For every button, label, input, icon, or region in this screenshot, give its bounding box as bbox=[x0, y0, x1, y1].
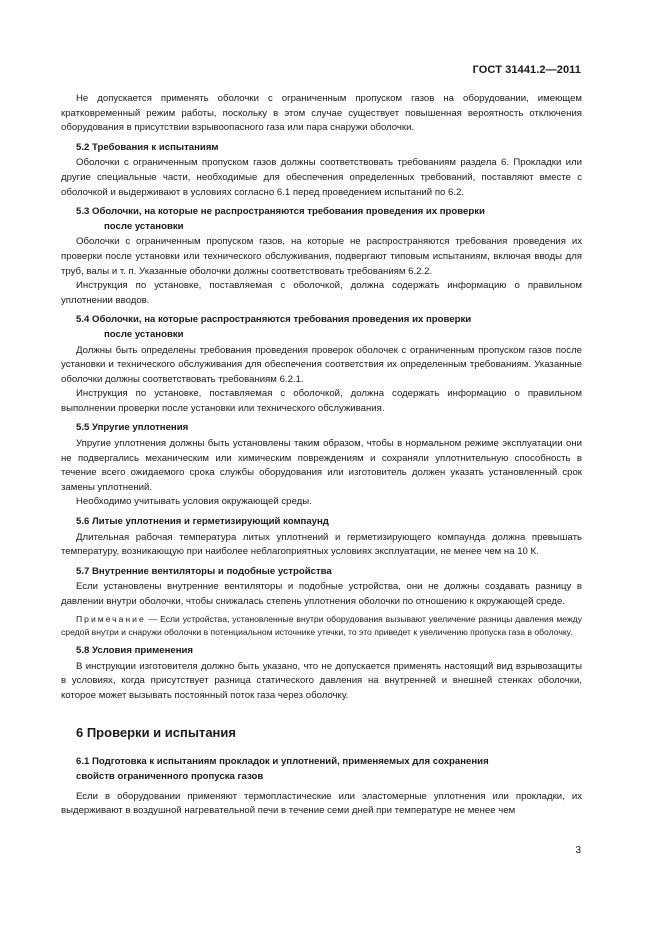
section-6-1-heading-line1: 6.1 Подготовка к испытаниям прокладок и уплотнений, применяемых для сохранения bbox=[76, 756, 489, 768]
section-5-5-heading: 5.5 Упругие уплотнения bbox=[76, 422, 189, 434]
section-6-1-paragraph: Если в оборудовании применяют термопластические или эластомерные уплотнения или прокладки, их выдерживают в воздушной нагревательной печи в течение семи дней при температуре не менее чем bbox=[61, 790, 582, 817]
section-5-6-paragraph: Длительная рабочая температура литых уплотнений и герметизирующего компаунда должна превышать температуру, возникающую при наиболее неблагоприятных условиях эксплуатации, не менее чем на 10 К. bbox=[61, 531, 582, 558]
section-6-1-heading-line2: свойств ограниченного пропуска газов bbox=[76, 770, 264, 782]
section-5-4-heading-line2: после установки bbox=[104, 328, 184, 340]
section-5-4-heading bbox=[76, 313, 582, 342]
section-5-7-heading: 5.7 Внутренние вентиляторы и подобные устройства bbox=[76, 565, 332, 577]
section-6-1-heading bbox=[76, 755, 582, 784]
section-5-3-heading bbox=[76, 205, 582, 234]
section-5-3-paragraph-2: Инструкция по установке, поставляемая с оболочкой, должна содержать информацию о правильном уплотнении вводов. bbox=[61, 280, 582, 306]
note-label: Примечание bbox=[76, 613, 146, 624]
section-5-8-paragraph: В инструкции изготовителя должно быть указано, что не допускается применять настоящий вид взрывозащиты в условиях, когда присутствует разница статического давления на внутренней и внешней стенках оболочки, которое может вызывать постоянный поток газа через оболочку. bbox=[61, 660, 582, 701]
section-5-3-heading-line2: после установки bbox=[104, 220, 184, 232]
section-5-6-heading: 5.6 Литые уплотнения и герметизирующий компаунд bbox=[76, 516, 329, 528]
section-5-2-heading: 5.2 Требования к испытаниям bbox=[76, 141, 219, 153]
section-5-4-heading-line1: 5.4 Оболочки, на которые распространяются требования проведения их проверки bbox=[76, 314, 472, 326]
intro-paragraph: Не допускается применять оболочки с ограниченным пропуском газов на оборудовании, имеющем кратковременный режим работы, поскольку в этом случае существует повышенная вероятность отключения оборудования в присутствии взрывоопасного газа или пара снаружи оболочки. bbox=[61, 93, 582, 134]
section-5-7-paragraph: Если установлены внутренние вентиляторы и подобные устройства, они не должны создавать разницу в давлении внутри оболочки, чтобы снижалась степень уплотнения оболочки по отношению к окружающей среде. bbox=[61, 581, 582, 607]
section-5-7-note bbox=[61, 613, 582, 639]
section-5-4-paragraph-1: Должны быть определены требования проведения проверок оболочек с ограниченным пропуском газов после установки и технического обслуживания для обеспечения соответствия их определенным требованиям. Указанные оболочки должны соответствовать требованиям 6.2.1. bbox=[61, 344, 582, 385]
page-number: 3 bbox=[575, 845, 581, 856]
section-5-5-paragraph-2: Необходимо учитывать условия окружающей среды. bbox=[76, 496, 312, 508]
section-5-2-paragraph: Оболочки с ограниченным пропуском газов должны соответствовать требованиям раздела 6. Прокладки или другие специальные части, необходимые для обеспечения определенных требований, поставляют вместе с оболочкой и выдерживают в условиях согласно 6.1 перед проведением испытаний по 6.2. bbox=[61, 157, 582, 198]
page-content bbox=[61, 92, 582, 819]
section-6-heading: 6 Проверки и испытания bbox=[76, 725, 236, 741]
section-5-3-heading-line1: 5.3 Оболочки, на которые не распространяются требования проведения их проверки bbox=[76, 206, 485, 218]
note-text: — Если устройства, установленные внутри оборудования вызывают увеличение разницы давления между средой внутри и снаружи оболочки в потенциальном источнике утечки, то это приведет к увеличению пропуска газа в оболочку. bbox=[61, 613, 582, 637]
section-5-4-paragraph-2: Инструкция по установке, поставляемая с оболочкой, должна содержать информацию о правильном выполнении проверки после установки или технического обслуживания. bbox=[61, 388, 582, 414]
document-id: ГОСТ 31441.2—2011 bbox=[472, 64, 581, 76]
section-5-5-paragraph-1: Упругие уплотнения должны быть установлены таким образом, чтобы в нормальном режиме эксплуатации они не подвергались механическим или химическим повреждениям и сохраняли уплотнительную способность в течение всего ожидаемого срока службы оборудования или изготовитель должен указать установленный срок замены уплотнений. bbox=[61, 438, 582, 493]
section-5-8-heading: 5.8 Условия применения bbox=[76, 645, 193, 656]
section-5-3-paragraph-1: Оболочки с ограниченным пропуском газов, на которые не распространяются требования проведения их проверки после установки или технического обслуживания, подвергают типовым испытаниям, включая вводы для труб, валы и т. п. Указанные оболочки должны соответствовать требованиям 6.2.2. bbox=[61, 236, 582, 277]
